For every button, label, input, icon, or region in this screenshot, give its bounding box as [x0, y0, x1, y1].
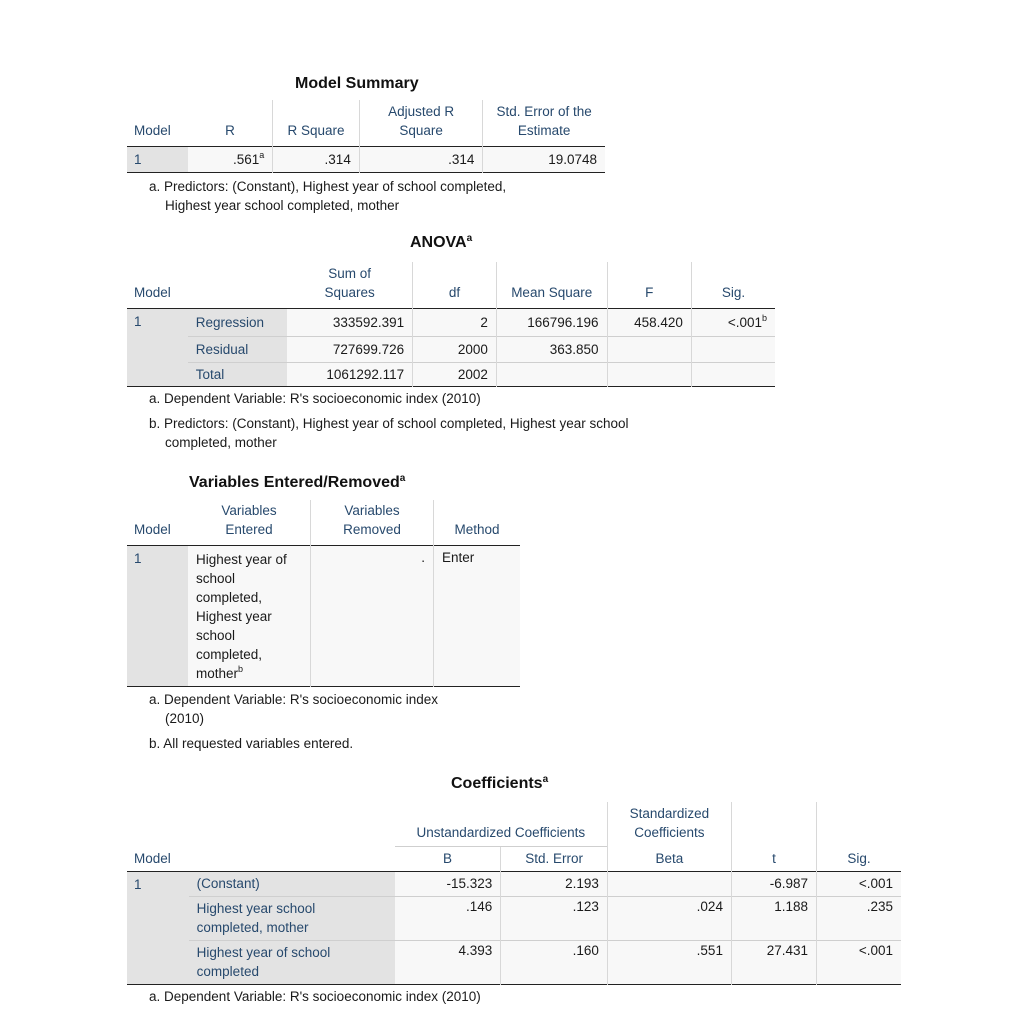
cell-sum-squares: 727699.726: [287, 336, 412, 362]
cell-r-square: .314: [273, 146, 360, 172]
model-summary-title: Model Summary: [295, 75, 419, 92]
model-summary-table: [127, 100, 605, 173]
col-header-method: Method: [434, 500, 521, 545]
row-label-residual: Residual: [188, 336, 287, 362]
cell-method: Enter: [434, 545, 521, 686]
cell-f: 458.420: [607, 308, 691, 336]
cell-t: 27.431: [731, 940, 816, 984]
row-label-model: 1: [127, 146, 188, 172]
col-header-removed: Variables Removed: [311, 500, 434, 545]
cell-sig: <.001: [817, 940, 901, 984]
cell-mean-square: [496, 362, 607, 386]
coefficients-table: [127, 802, 901, 985]
cell-sig: .235: [817, 896, 901, 940]
table-row: [127, 336, 775, 362]
row-label-total: Total: [188, 362, 287, 386]
variables-footnotes: a. Dependent Variable: R's socioeconomic index (2010) b. All requested variables entered.: [149, 692, 438, 751]
col-header-df: df: [413, 262, 497, 308]
table-row: [127, 146, 605, 172]
row-label-mother-education: Highest year school completed, mother: [189, 896, 395, 940]
coefficients-title: Coefficients$^a$: [451, 774, 549, 792]
table-row: [127, 545, 520, 686]
col-header-r-square: R Square: [273, 100, 360, 146]
anova-title: ANOVA$^a$: [410, 233, 473, 251]
cell-r: .561$^a$: [188, 146, 273, 172]
cell-beta: [607, 871, 731, 896]
col-header-std-error: Std. Error: [501, 846, 608, 871]
variables-table: [127, 500, 520, 687]
col-header-model: Model: [134, 122, 171, 138]
cell-beta: .024: [607, 896, 731, 940]
col-header-sig: Sig.: [691, 262, 775, 308]
row-label-model: 1: [127, 871, 189, 984]
col-header-sig: Sig.: [817, 846, 901, 871]
cell-df: 2000: [413, 336, 497, 362]
col-header-t: t: [731, 846, 816, 871]
col-header-unstandardized: Unstandardized Coefficients: [416, 824, 586, 840]
cell-t: 1.188: [731, 896, 816, 940]
col-header-r: R: [225, 122, 235, 138]
model-summary-footnote: a. Predictors: (Constant), Highest year of school completed, Highest year school completed, mother: [149, 179, 507, 213]
table-row: [127, 940, 901, 984]
cell-b: 4.393: [395, 940, 501, 984]
variables-title: Variables Entered/Removed$^a$: [189, 473, 406, 491]
cell-sig: [691, 336, 775, 362]
cell-std-error: .123: [501, 896, 608, 940]
table-row: [127, 871, 901, 896]
coefficients-footnote: a. Dependent Variable: R's socioeconomic index (2010): [149, 989, 481, 1004]
row-label-school-completed: Highest year of school completed: [189, 940, 395, 984]
row-label-model: 1: [127, 308, 188, 386]
col-header-entered: Variables Entered: [221, 502, 277, 537]
row-label-model: 1: [127, 545, 188, 686]
row-label-constant: (Constant): [189, 871, 395, 896]
col-header-f: F: [607, 262, 691, 308]
cell-f: [607, 336, 691, 362]
cell-sig: [691, 362, 775, 386]
table-row: [127, 362, 775, 386]
table-row: [127, 308, 775, 336]
col-header-model: Model: [134, 284, 171, 300]
cell-adj-r-square: .314: [359, 146, 483, 172]
cell-std-error: .160: [501, 940, 608, 984]
col-header-mean-square: Mean Square: [496, 262, 607, 308]
cell-std-error: 19.0748: [483, 146, 605, 172]
col-header-beta: Beta: [607, 846, 731, 871]
cell-b: .146: [395, 896, 501, 940]
cell-mean-square: 166796.196: [496, 308, 607, 336]
cell-b: -15.323: [395, 871, 501, 896]
col-header-b: B: [395, 846, 501, 871]
cell-df: 2002: [413, 362, 497, 386]
cell-sum-squares: 333592.391: [287, 308, 412, 336]
col-header-sum-squares: Sum of Squares: [324, 265, 375, 300]
col-header-standardized: Standardized Coefficients: [607, 802, 731, 846]
row-label-regression: Regression: [188, 308, 287, 336]
cell-sum-squares: 1061292.117: [287, 362, 412, 386]
cell-f: [607, 362, 691, 386]
cell-df: 2: [413, 308, 497, 336]
cell-beta: .551: [607, 940, 731, 984]
cell-sig: <.001: [817, 871, 901, 896]
cell-mean-square: 363.850: [496, 336, 607, 362]
cell-sig: <.001$^b$: [691, 308, 775, 336]
col-header-std-error: Std. Error of the Estimate: [483, 100, 605, 146]
cell-std-error: 2.193: [501, 871, 608, 896]
cell-t: -6.987: [731, 871, 816, 896]
col-header-adj-r-square: Adjusted R Square: [359, 100, 483, 146]
cell-variables-entered: Highest year of school completed, Highest year school completed, mother$^b$: [188, 545, 311, 686]
cell-variables-removed: .: [311, 545, 434, 686]
anova-table: [127, 262, 775, 387]
col-header-model: Model: [134, 850, 171, 866]
table-row: [127, 896, 901, 940]
col-header-model: Model: [134, 521, 171, 537]
anova-footnotes: a. Dependent Variable: R's socioeconomic index (2010) b. Predictors: (Constant), Highest year of school completed, Highest year school completed, mother: [149, 391, 629, 450]
